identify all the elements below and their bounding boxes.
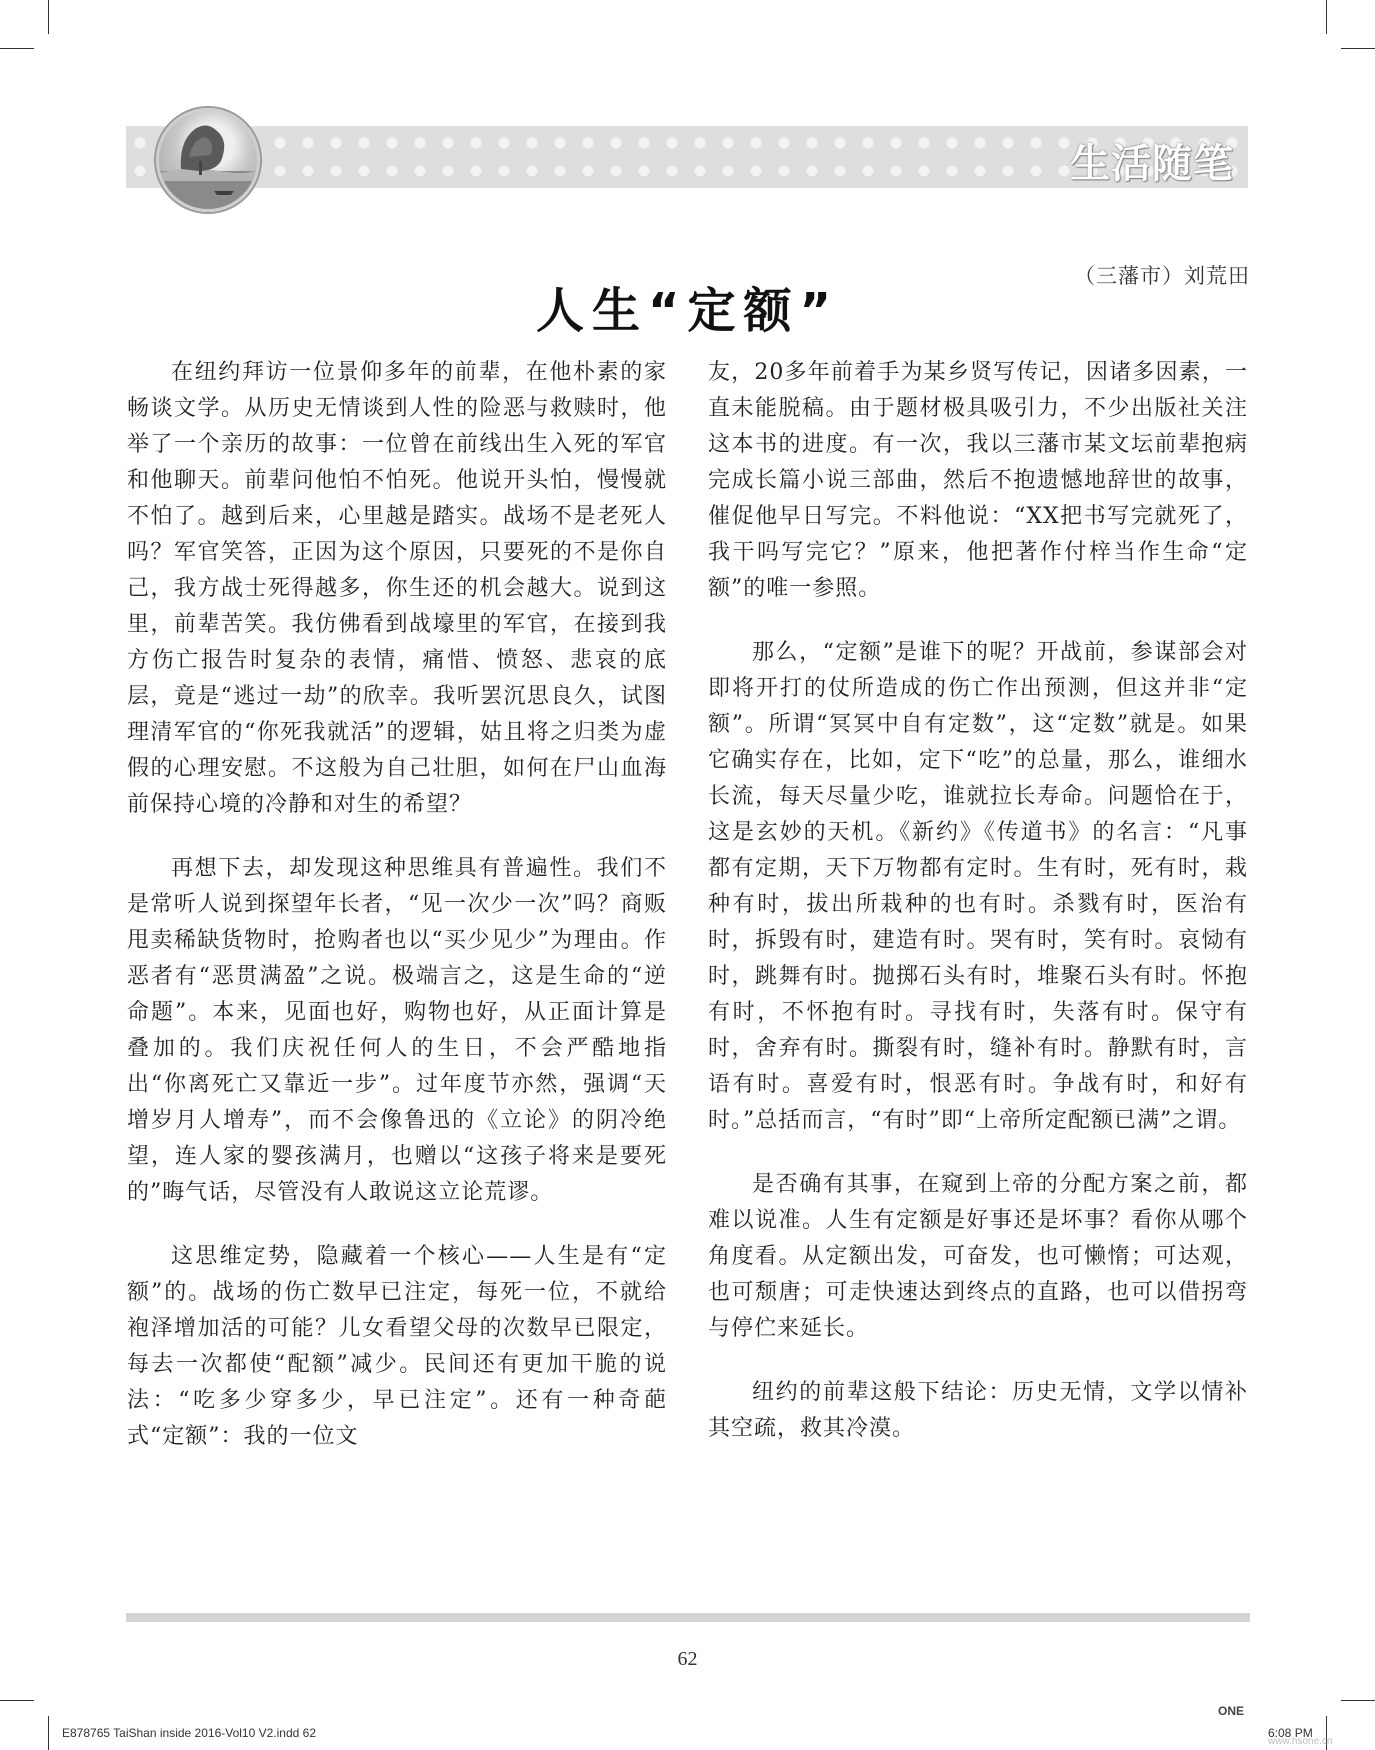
crop-mark [1326, 0, 1327, 34]
paragraph: 这思维定势，隐藏着一个核心——人生是有“定额”的。战场的伤亡数早已注定，每死一位，不就给袍泽增加活的可能？儿女看望父母的次数早已限定，每去一次都使“配额”减少。民间还有更加干脆的说法：“吃多少穿多少，早已注定”。还有一种奇葩式“定额”：我的一位文 [127, 1244, 667, 1449]
crop-mark [48, 0, 49, 34]
landscape-emblem-icon [156, 108, 260, 212]
paragraph: 是否确有其事，在窥到上帝的分配方案之前，都难以说准。人生有定额是好事还是坏事？看你从哪个角度看。从定额出发，可奋发，也可懒惰；可达观，也可颓唐；可走快速达到终点的直路，也可以借拐弯与停伫来延长。 [708, 1172, 1248, 1341]
publisher-logo: ONE [1218, 1704, 1245, 1718]
print-slug: E878765 TaiShan inside 2016-Vol10 V2.indd 62 [62, 1726, 316, 1740]
print-time: 6:08 PM [1268, 1726, 1313, 1740]
watermark: www.hsone.cn [1268, 1736, 1333, 1747]
paragraph: 那么，“定额”是谁下的呢？开战前，参谋部会对即将开打的仗所造成的伤亡作出预测，但这并非“定额”。所谓“冥冥中自有定数”，这“定数”就是。如果它确实存在，比如，定下“吃”的总量，那么，谁细水长流，每天尽量少吃，谁就拉长寿命。问题恰在于，这是玄妙的天机。《新约》《传道书》的名言：“凡事都有定期，天下万物都有定时。生有时，死有时，栽种有时，拔出所栽种的也有时。杀戮有时，医治有时，拆毁有时，建造有时。哭有时，笑有时。哀恸有时，跳舞有时。抛掷石头有时，堆聚石头有时。怀抱有时，不怀抱有时。寻找有时，失落有时。保守有时，舍弃有时。撕裂有时，缝补有时。静默有时，言语有时。喜爱有时，恨恶有时。争战有时，和好有时。”总括而言，“有时”即“上帝所定配额已满”之谓。 [708, 640, 1248, 1133]
crop-mark [1341, 1700, 1375, 1701]
paragraph: 在纽约拜访一位景仰多年的前辈，在他朴素的家畅谈文学。从历史无情谈到人性的险恶与救赎时，他举了一个亲历的故事：一位曾在前线出生入死的军官和他聊天。前辈问他怕不怕死。他说开头怕，慢慢就不怕了。越到后来，心里越是踏实。战场不是老死人吗？军官笑答，正因为这个原因，只要死的不是你自己，我方战士死得越多，你生还的机会越大。说到这里，前辈苦笑。我仿佛看到战壕里的军官，在接到我方伤亡报告时复杂的表情，痛惜、愤怒、悲哀的底层，竟是“逃过一劫”的欣幸。我听罢沉思良久，试图理清军官的“你死我就活”的逻辑，姑且将之归类为虚假的心理安慰。不这般为自己壮胆，如何在尸山血海前保持心境的冷静和对生的希望？ [127, 360, 667, 817]
paragraph-continued: 友，20多年前着手为某乡贤写传记，因诸多因素，一直未能脱稿。由于题材极具吸引力，不少出版社关注这本书的进度。有一次，我以三藩市某文坛前辈抱病完成长篇小说三部曲，然后不抱遗憾地辞世的故事，催促他早日写完。不料他说：“XX把书写完就死了，我干吗写完它？”原来，他把著作付梓当作生命“定额”的唯一参照。 [708, 360, 1248, 601]
crop-mark [0, 1700, 34, 1701]
article-column-right [708, 355, 1248, 1475]
section-title: 生活随笔 [1070, 141, 1234, 187]
crop-mark [0, 48, 34, 49]
paragraph: 纽约的前辈这般下结论：历史无情，文学以情补其空疏，救其冷漠。 [708, 1380, 1248, 1441]
article-title: 人生“定额” [535, 283, 840, 340]
section-banner [126, 126, 1248, 188]
crop-mark [1341, 48, 1375, 49]
page-number: 62 [677, 1648, 698, 1670]
paragraph: 再想下去，却发现这种思维具有普遍性。我们不是常听人说到探望年长者，“见一次少一次”吗？商贩甩卖稀缺货物时，抢购者也以“买少见少”为理由。作恶者有“恶贯满盈”之说。极端言之，这是生命的“逆命题”。本来，见面也好，购物也好，从正面计算是叠加的。我们庆祝任何人的生日，不会严酷地指出“你离死亡又靠近一步”。过年度节亦然，强调“天增岁月人增寿”，而不会像鲁迅的《立论》的阴冷绝望，连人家的婴孩满月，也赠以“这孩子将来是要死的”晦气话，尽管没有人敢说这立论荒谬。 [127, 856, 667, 1205]
crop-mark [48, 1716, 49, 1750]
article-author: （三藩市）刘荒田 [1074, 264, 1250, 288]
footer-rule [126, 1613, 1250, 1622]
article-column-left [127, 355, 667, 1483]
